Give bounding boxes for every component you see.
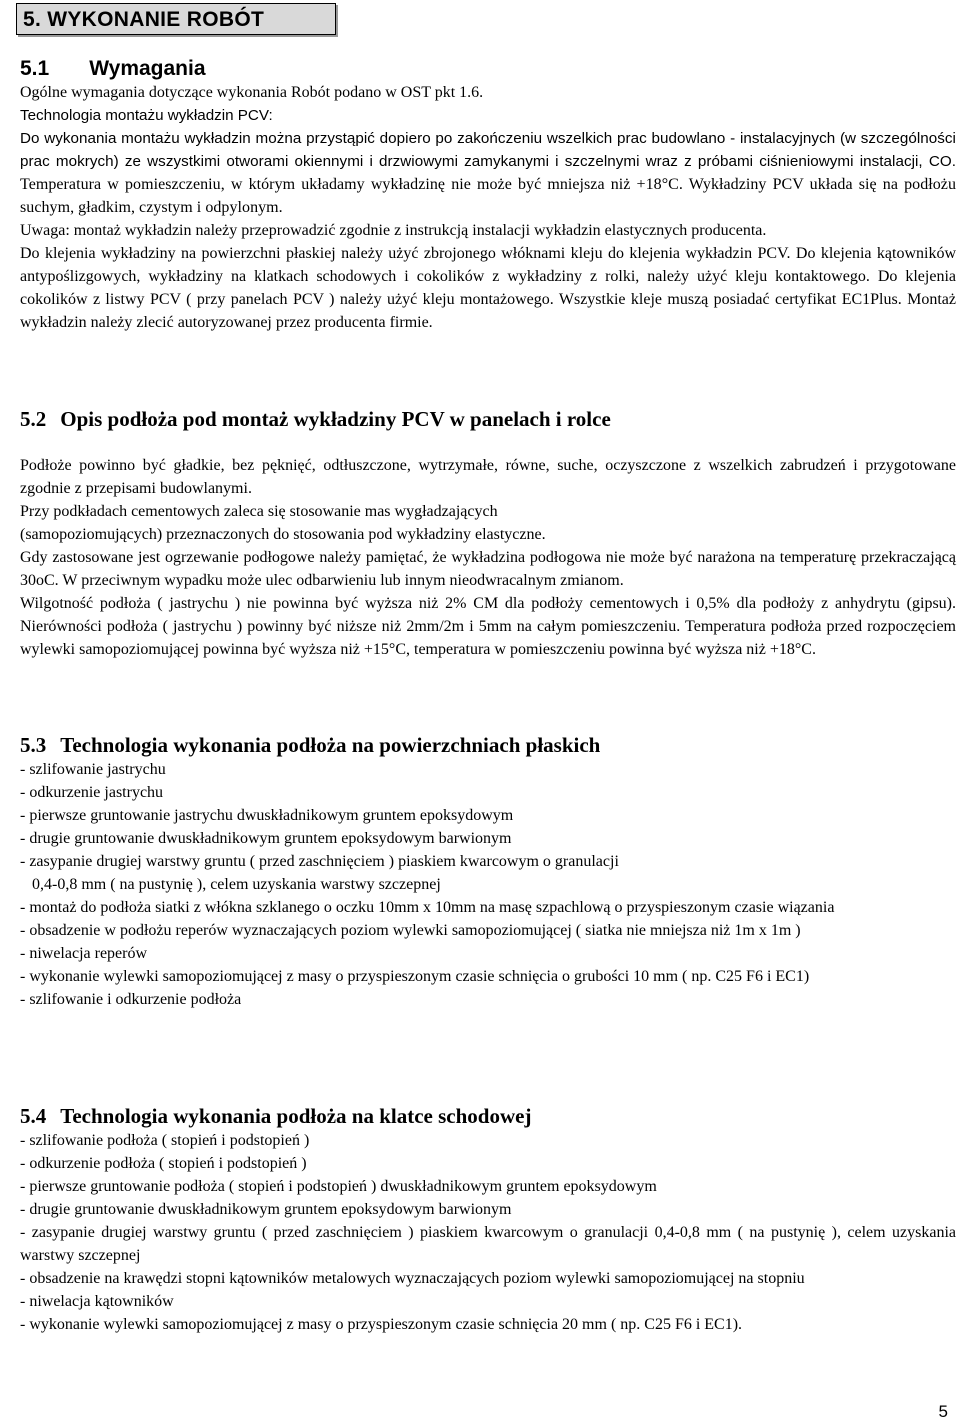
section-title: Wymagania bbox=[89, 57, 206, 80]
list-item: - drugie gruntowanie dwuskładnikowym gruntem epoksydowym barwionym bbox=[20, 830, 512, 847]
list-item: - zasypanie drugiej warstwy gruntu ( przed zaschnięciem ) piaskiem kwarcowym o granulacji 0,4-0,8 mm ( na pustynię ), celem uzyskania warstwy szczepnej bbox=[20, 1224, 956, 1264]
section-5-4-heading bbox=[20, 1103, 531, 1129]
paragraph: Gdy zastosowane jest ogrzewanie podłogowe należy pamiętać, że wykładzina podłogowa nie może być narażona na temperaturę przekraczającą 30oC. W przeciwnym wypadku może ulec odbarwieniu lub innym nieodwracalnym zmianom. bbox=[20, 549, 956, 589]
paragraph: Wilgotność podłoża ( jastrychu ) nie powinna być wyższa niż 2% CM dla podłoży cementowych i 0,5% dla podłoży z anhydrytu (gipsu). Nierówności podłoża ( jastrychu ) powinny być niższe niż 2mm/2m i 5mm na całym pomieszczeniu. Temperatura podłoża przed rozpoczęciem wylewki samopoziomującej powinna być wyższa niż +15°C, temperatura w pomieszczeniu powinna być wyższa niż +18°C. bbox=[20, 595, 956, 658]
list-item: - pierwsze gruntowanie jastrychu dwuskładnikowym gruntem epoksydowym bbox=[20, 807, 514, 824]
paragraph: Technologia montażu wykładzin PCV: bbox=[20, 107, 273, 124]
paragraph: Ogólne wymagania dotyczące wykonania Robót podano w OST pkt 1.6. bbox=[20, 84, 484, 101]
paragraph: (samopoziomujących) przeznaczonych do stosowania pod wykładziny elastyczne. bbox=[20, 526, 546, 543]
list-item: - wykonanie wylewki samopoziomującej z masy o przyspieszonym czasie schnięcia o grubości 10 mm ( np. C25 F6 i EC1) bbox=[20, 968, 810, 985]
section-title: Technologia wykonania podłoża na powierzchniach płaskich bbox=[60, 733, 601, 757]
list-item: - pierwsze gruntowanie podłoża ( stopień i podstopień ) dwuskładnikowym gruntem epoksydowym bbox=[20, 1178, 657, 1195]
page-number: 5 bbox=[938, 1402, 948, 1421]
section-5-4-list bbox=[20, 1129, 956, 1336]
section-number: 5.3 bbox=[20, 733, 47, 757]
list-item: - niwelacja reperów bbox=[20, 945, 148, 962]
chapter-title: 5. WYKONANIE ROBÓT bbox=[23, 8, 265, 31]
paragraph-part: Temperatura w pomieszczeniu, w którym układamy wykładzinę nie może być mniejsza niż +18°C. Wykładziny PCV układa się na podłożu suchym, gładkim, czystym i odpylonym. bbox=[20, 176, 956, 216]
section-5-2-heading bbox=[20, 406, 611, 432]
section-5-2-body bbox=[20, 454, 956, 661]
section-title: Technologia wykonania podłoża na klatce schodowej bbox=[60, 1104, 532, 1128]
section-5-1-body bbox=[20, 81, 956, 334]
list-item: - obsadzenie na krawędzi stopni kątowników metalowych wyznaczających poziom wylewki samopoziomującej na stopniu bbox=[20, 1270, 805, 1287]
section-5-3-list bbox=[20, 758, 956, 1011]
section-title: Opis podłoża pod montaż wykładziny PCV w panelach i rolce bbox=[60, 407, 611, 431]
section-number: 5.2 bbox=[20, 407, 47, 431]
list-item: - montaż do podłoża siatki z włókna szklanego o oczku 10mm x 10mm na masę szpachlową o przyspieszonym czasie wiązania bbox=[20, 899, 835, 916]
list-item: - szlifowanie jastrychu bbox=[20, 761, 166, 778]
paragraph: Podłoże powinno być gładkie, bez pęknięć, odtłuszczone, wytrzymałe, równe, suche, oczyszczone z wszelkich zabrudzeń i przygotowane zgodnie z przepisami budowlanymi. bbox=[20, 457, 956, 497]
paragraph bbox=[20, 127, 956, 219]
list-item: - zasypanie drugiej warstwy gruntu ( przed zaschnięciem ) piaskiem kwarcowym o granulacji bbox=[20, 853, 619, 870]
list-item: 0,4-0,8 mm ( na pustynię ), celem uzyskania warstwy szczepnej bbox=[20, 876, 441, 893]
paragraph-part: Do wykonania montażu wykładzin można przystąpić dopiero po zakończeniu wszelkich prac budowlano - instalacyjnych (w szczególności prac mokrych) ze wszystkimi otworami okiennymi i drzwiowymi zamykanymi i szczelnymi wraz z próbami ciśnieniowymi instalacji, CO. bbox=[20, 130, 956, 170]
list-item: - szlifowanie i odkurzenie podłoża bbox=[20, 991, 242, 1008]
paragraph: Do klejenia wykładziny na powierzchni płaskiej należy użyć zbrojonego włóknami kleju do klejenia wykładzin PCV. Do klejenia kątowników antypoślizgowych, wykładziny na klatkach schodowych i cokolików z wykładziny z rolki, należy użyć kleju kontaktowego. Do klejenia cokolików z listwy PCV ( przy panelach PCV ) należy użyć kleju montażowego. Wszystkie kleje muszą posiadać certyfikat EC1Plus. Montaż wykładzin należy zlecić autoryzowanej przez producenta firmie. bbox=[20, 245, 956, 331]
list-item: - odkurzenie jastrychu bbox=[20, 784, 164, 801]
list-item: - szlifowanie podłoża ( stopień i podstopień ) bbox=[20, 1132, 310, 1149]
paragraph: Przy podkładach cementowych zaleca się stosowanie mas wygładzających bbox=[20, 503, 498, 520]
section-number: 5.1 bbox=[20, 57, 50, 80]
chapter-title-box bbox=[16, 3, 336, 35]
paragraph: Uwaga: montaż wykładzin należy przeprowadzić zgodnie z instrukcją instalacji wykładzin elastycznych producenta. bbox=[20, 222, 767, 239]
list-item: - drugie gruntowanie dwuskładnikowym gruntem epoksydowym barwionym bbox=[20, 1201, 512, 1218]
section-5-1-heading bbox=[20, 56, 206, 82]
section-number: 5.4 bbox=[20, 1104, 47, 1128]
section-5-3-heading bbox=[20, 732, 600, 758]
list-item: - odkurzenie podłoża ( stopień i podstopień ) bbox=[20, 1155, 307, 1172]
list-item: - niwelacja kątowników bbox=[20, 1293, 174, 1310]
list-item: - obsadzenie w podłożu reperów wyznaczających poziom wylewki samopoziomującej ( siatka nie mniejsza niż 1m x 1m ) bbox=[20, 922, 801, 939]
list-item: - wykonanie wylewki samopoziomującej z masy o przyspieszonym czasie schnięcia 20 mm ( np. C25 F6 i EC1). bbox=[20, 1316, 743, 1333]
